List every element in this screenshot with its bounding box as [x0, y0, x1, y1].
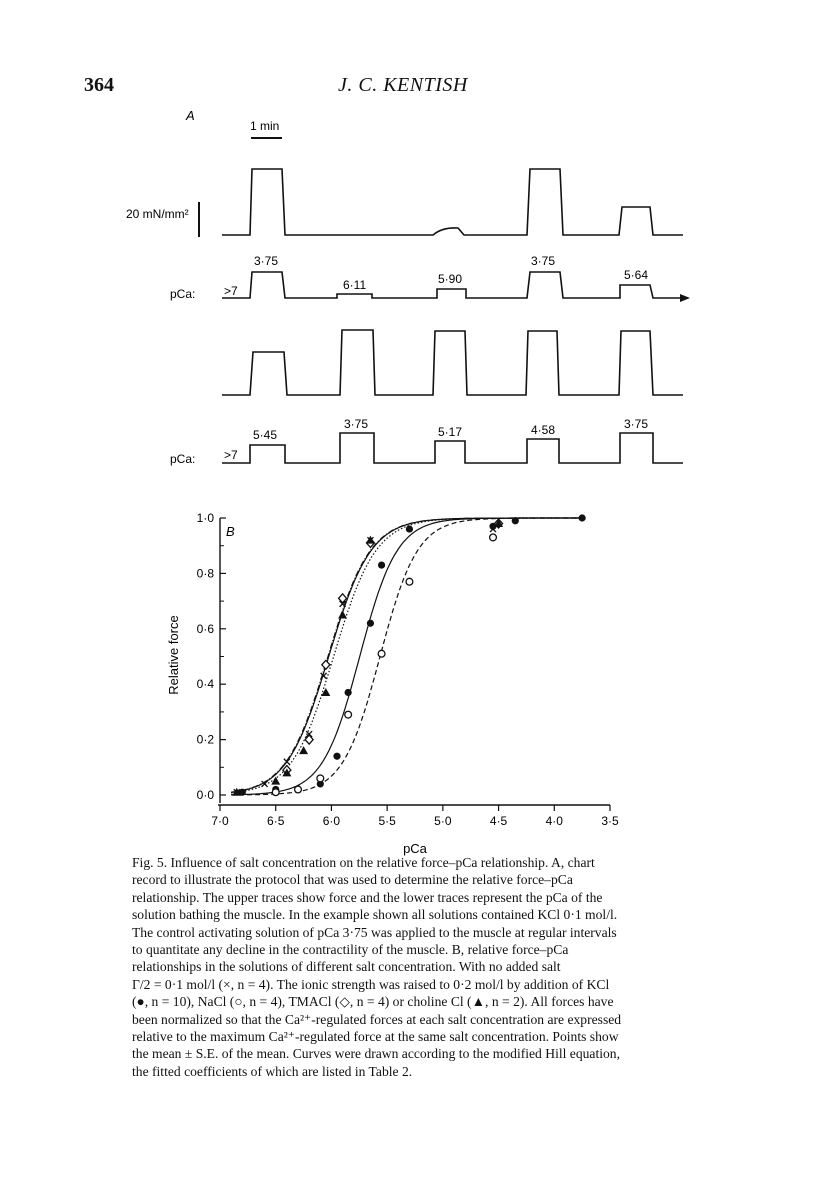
y-tick-label: 1·0 — [196, 511, 214, 525]
pca-label-row-1-1: 6·11 — [343, 278, 367, 292]
fitted-curves — [231, 518, 581, 795]
baseline-label-row-2: >7 — [224, 448, 238, 462]
point-open-circle — [272, 789, 279, 796]
pca-axis-label-row-2: pCa: — [170, 452, 196, 466]
running-head: J. C. KENTISH — [338, 74, 468, 96]
point-filled-circle — [378, 561, 385, 568]
caption-line: (●, n = 10), NaCl (○, n = 4), TMACl (◇, n = 4) or choline Cl (▲, n = 2). All forces have — [132, 994, 614, 1010]
caption-line: The control activating solution of pCa 3·75 was applied to the muscle at regular intervals — [132, 924, 617, 940]
point-filled-triangle — [366, 536, 375, 544]
point-filled-triangle — [338, 610, 347, 618]
caption-line: Fig. 5. Influence of salt concentration on the relative force–pCa relationship. A, chart — [132, 855, 595, 870]
x-tick-label: 3·5 — [601, 814, 619, 828]
force-scale-label: 20 mN/mm² — [126, 207, 189, 221]
y-tick-label: 0·2 — [196, 732, 214, 747]
point-filled-triangle — [271, 777, 280, 785]
panel-a-label: A — [186, 108, 195, 123]
figure-caption — [132, 854, 692, 1080]
x-tick-label: 5·0 — [434, 814, 452, 828]
fit-curve-filled-circle — [231, 518, 581, 795]
page-number: 364 — [84, 74, 114, 96]
caption-line: relationships in the solutions of different salt concentration. With no added salt — [132, 959, 561, 975]
x-tick-label: 4·0 — [545, 814, 563, 828]
point-open-circle — [406, 578, 413, 585]
panel-b-chart — [150, 505, 640, 855]
caption-line: the mean ± S.E. of the mean. Curves were drawn according to the modified Hill equation, — [132, 1046, 621, 1062]
pca-axis-label-row-1: pCa: — [170, 287, 196, 301]
pca-label-row-2-1: 3·75 — [344, 417, 369, 431]
y-tick-label: 0·6 — [196, 621, 214, 636]
x-axis-title: pCa — [403, 841, 427, 856]
point-open-diamond — [322, 660, 330, 669]
fit-curve-filled-triangle — [231, 518, 581, 793]
point-filled-circle — [512, 517, 519, 524]
point-filled-circle — [345, 689, 352, 696]
point-filled-circle — [333, 753, 340, 760]
caption-line: been normalized so that the Ca²⁺-regulated forces at each salt concentration are expressed — [132, 1011, 622, 1027]
point-open-circle — [295, 786, 302, 793]
x-tick-label: 7·0 — [211, 814, 229, 828]
point-open-circle — [345, 711, 352, 718]
pca-label-row-1-4: 5·64 — [624, 268, 649, 282]
y-tick-label: 0·8 — [196, 566, 214, 581]
pca-label-row-2-3: 4·58 — [531, 423, 556, 437]
x-tick-label: 6·0 — [322, 814, 341, 828]
panel-b-label: B — [226, 524, 235, 539]
pca-label-row-2-4: 3·75 — [624, 417, 649, 431]
pca-label-row-2-2: 5·17 — [438, 425, 463, 439]
baseline-label-row-1: >7 — [224, 284, 238, 298]
caption-line: relative to the maximum Ca²⁺-regulated force at the same salt concentration. Points show — [132, 1029, 619, 1045]
x-tick-label: 4·5 — [489, 814, 508, 828]
fit-curve-open-circle — [231, 518, 581, 795]
pca-label-row-1-2: 5·90 — [438, 272, 463, 286]
fit-curve-open-diamond — [231, 518, 581, 792]
pca-label-row-1-3: 3·75 — [531, 254, 556, 268]
y-tick-label: 0·0 — [196, 788, 214, 802]
time-scale-label: 1 min — [250, 119, 280, 133]
pca-label-row-1-0: 3·75 — [254, 254, 279, 268]
point-open-circle — [378, 650, 385, 657]
point-filled-circle — [579, 514, 586, 521]
caption-line: to quantitate any decline in the contractility of the muscle. B, relative force–pCa — [132, 942, 569, 958]
x-tick-label: 5·5 — [378, 814, 396, 828]
caption-line: Γ/2 = 0·1 mol/l (×, n = 4). The ionic strength was raised to 0·2 mol/l by addition of KCl — [132, 976, 610, 992]
y-axis-title: Relative force — [166, 615, 181, 695]
point-open-circle — [317, 775, 324, 782]
pca-label-row-2-0: 5·45 — [253, 428, 278, 442]
caption-line: relationship. The upper traces show force and the lower traces represent the pCa of the — [132, 889, 603, 905]
point-filled-circle — [367, 620, 374, 627]
data-points — [232, 514, 586, 795]
chart-axes — [197, 511, 619, 828]
force-trace-row-2 — [222, 330, 683, 395]
caption-line: record to illustrate the protocol that was used to determine the relative force–pCa — [132, 872, 573, 888]
point-open-circle — [490, 534, 497, 541]
caption-line: solution bathing the muscle. In the example shown all solutions contained KCl 0·1 mol/l. — [132, 907, 618, 923]
panel-a-chart-record — [126, 105, 710, 475]
point-filled-circle — [406, 525, 413, 532]
caption-line: the fitted coefficients of which are listed in Table 2. — [132, 1063, 413, 1079]
force-trace-row-1 — [222, 169, 683, 235]
time-arrow-icon — [680, 294, 690, 302]
x-tick-label: 6·5 — [267, 814, 285, 828]
y-tick-label: 0·4 — [196, 677, 214, 692]
fit-curve-cross — [231, 518, 581, 792]
